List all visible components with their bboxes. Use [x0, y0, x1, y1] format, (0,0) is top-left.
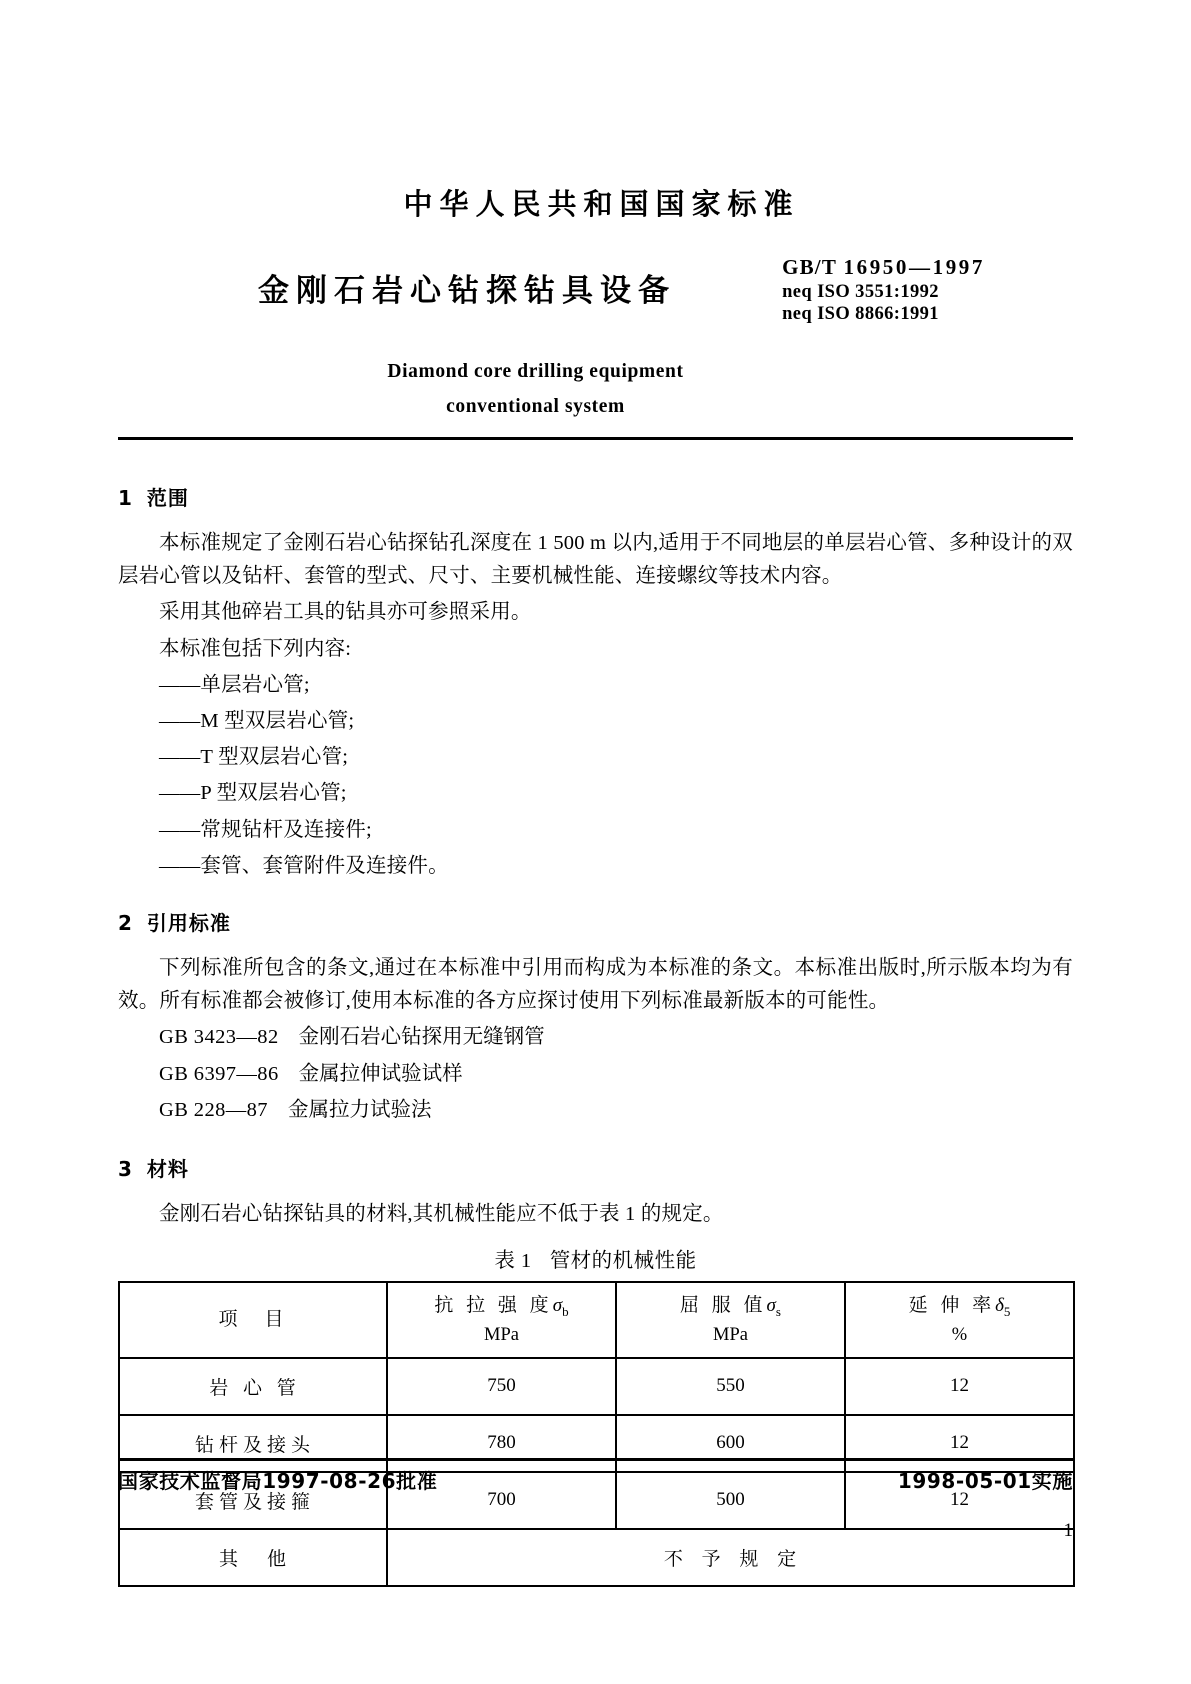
reference-code: GB 3423—82	[159, 1026, 279, 1049]
reference-item	[118, 1058, 1073, 1090]
row-elongation-value: 12	[845, 1472, 1074, 1529]
header-elongation-symbol: δ	[995, 1294, 1004, 1316]
approval-statement: 国家技术监督局1997-08-26批准	[118, 1469, 438, 1493]
table-caption-label: 表 1	[494, 1249, 532, 1272]
reference-title: 金刚石岩心钻探用无缝钢管	[298, 1026, 545, 1049]
title-row	[0, 255, 1191, 339]
list-item: ——T 型双层岩心管;	[159, 746, 349, 769]
section-3-paragraph-1: 金刚石岩心钻探钻具的材料,其机械性能应不低于表 1 的规定。	[159, 1202, 724, 1225]
header-elongation-label: 延 伸 率	[908, 1294, 996, 1316]
section-2-number: 2	[118, 911, 133, 936]
section-2-title: 引用标准	[146, 911, 231, 936]
reference-title: 金属拉力试验法	[287, 1099, 432, 1122]
footer-divider-rule	[118, 1458, 1073, 1461]
section-heading-1	[118, 482, 1073, 511]
row-item-label-other: 其 他	[119, 1529, 387, 1586]
section-1-number: 1	[118, 486, 133, 510]
section-3-title: 材料	[146, 1156, 189, 1181]
document-body	[118, 482, 1073, 1587]
table-caption	[118, 1243, 1073, 1273]
table-header-row	[119, 1282, 1074, 1358]
section-2-paragraph-1: 下列标准所包含的条文,通过在本标准中引用而构成为本标准的条文。本标准出版时,所示版本均为有效。所有标准都会被修订,使用本标准的各方应探讨使用下列标准最新版本的可能性。	[118, 957, 1073, 1013]
reference-code: GB 228—87	[159, 1099, 268, 1122]
header-yield-subscript: s	[775, 1303, 781, 1319]
english-title: Diamond core drilling equipment	[387, 361, 684, 382]
section-3-number: 3	[118, 1156, 133, 1181]
section-1-paragraph-2: 采用其他碎岩工具的钻具亦可参照采用。	[159, 601, 532, 624]
english-subtitle: conventional system	[446, 396, 625, 417]
row-note-not-specified: 不 予 规 定	[387, 1529, 1074, 1586]
national-standard-title: 中华人民共和国国家标准	[403, 187, 800, 221]
reference-code: GB 6397—86	[159, 1062, 279, 1085]
list-item: ——常规钻杆及连接件;	[159, 818, 372, 841]
neq-iso-8866: neq ISO 8866:1991	[782, 304, 939, 325]
standard-main-title: 金刚石岩心钻探钻具设备	[258, 273, 676, 309]
row-item-label: 套管及接箍	[119, 1472, 387, 1529]
table-header-cell-yield	[616, 1282, 845, 1358]
standard-number-prefix: GB/T	[782, 255, 838, 279]
row-item-label: 岩 心 管	[119, 1358, 387, 1415]
section-heading-2	[118, 907, 1073, 936]
header-elongation-unit: %	[951, 1324, 968, 1345]
table-row-other	[119, 1529, 1074, 1586]
table-header-cell-elongation	[845, 1282, 1074, 1358]
header-yield-symbol: σ	[766, 1294, 776, 1316]
standard-code-group	[782, 255, 985, 326]
header-tensile-unit: MPa	[484, 1324, 519, 1345]
list-item: ——单层岩心管;	[159, 673, 310, 696]
table-row	[119, 1358, 1074, 1415]
header-tensile-symbol: σ	[552, 1294, 563, 1316]
header-item-label: 项 目	[218, 1309, 288, 1331]
row-tensile-value: 750	[387, 1358, 616, 1415]
row-yield-value: 600	[616, 1415, 845, 1472]
page-number: 1	[1063, 1520, 1073, 1541]
list-item: ——套管、套管附件及连接件。	[159, 854, 449, 877]
table-header-cell-item	[119, 1282, 387, 1358]
document-header	[0, 182, 1191, 418]
row-tensile-value: 700	[387, 1472, 616, 1529]
table-row	[119, 1415, 1074, 1472]
header-divider-rule	[118, 437, 1073, 440]
mechanical-properties-table	[118, 1281, 1075, 1587]
table-caption-title: 管材的机械性能	[549, 1249, 697, 1272]
row-yield-value: 500	[616, 1472, 845, 1529]
header-yield-label: 屈 服 值	[680, 1294, 767, 1316]
row-item-label: 钻杆及接头	[119, 1415, 387, 1472]
section-heading-3	[118, 1153, 1073, 1182]
header-elongation-subscript: 5	[1003, 1303, 1011, 1319]
implementation-date: 1998-05-01实施	[897, 1469, 1073, 1493]
section-1-paragraph-1: 本标准规定了金刚石岩心钻探钻孔深度在 1 500 m 以内,适用于不同地层的单层岩心管、多种设计的双层岩心管以及钻杆、套管的型式、尺寸、主要机械性能、连接螺纹等技术内容。	[118, 532, 1073, 588]
reference-title: 金属拉伸试验试样	[298, 1062, 463, 1085]
document-footer	[118, 1465, 1073, 1501]
section-1-title: 范围	[146, 486, 189, 510]
list-item: ——P 型双层岩心管;	[159, 782, 347, 805]
neq-iso-3551: neq ISO 3551:1992	[782, 281, 939, 302]
header-tensile-label: 抗 拉 强 度	[434, 1294, 553, 1316]
row-elongation-value: 12	[845, 1358, 1074, 1415]
header-tensile-subscript: b	[562, 1303, 569, 1319]
standard-number-value: 16950—1997	[843, 255, 985, 279]
row-yield-value: 550	[616, 1358, 845, 1415]
standard-number	[782, 255, 985, 281]
reference-item	[118, 1021, 1073, 1053]
section-1-paragraph-3: 本标准包括下列内容:	[159, 637, 352, 660]
header-yield-unit: MPa	[713, 1324, 748, 1345]
list-item: ——M 型双层岩心管;	[159, 710, 355, 733]
table-header-cell-tensile	[387, 1282, 616, 1358]
reference-item	[118, 1094, 1073, 1126]
row-tensile-value: 780	[387, 1415, 616, 1472]
row-elongation-value: 12	[845, 1415, 1074, 1472]
